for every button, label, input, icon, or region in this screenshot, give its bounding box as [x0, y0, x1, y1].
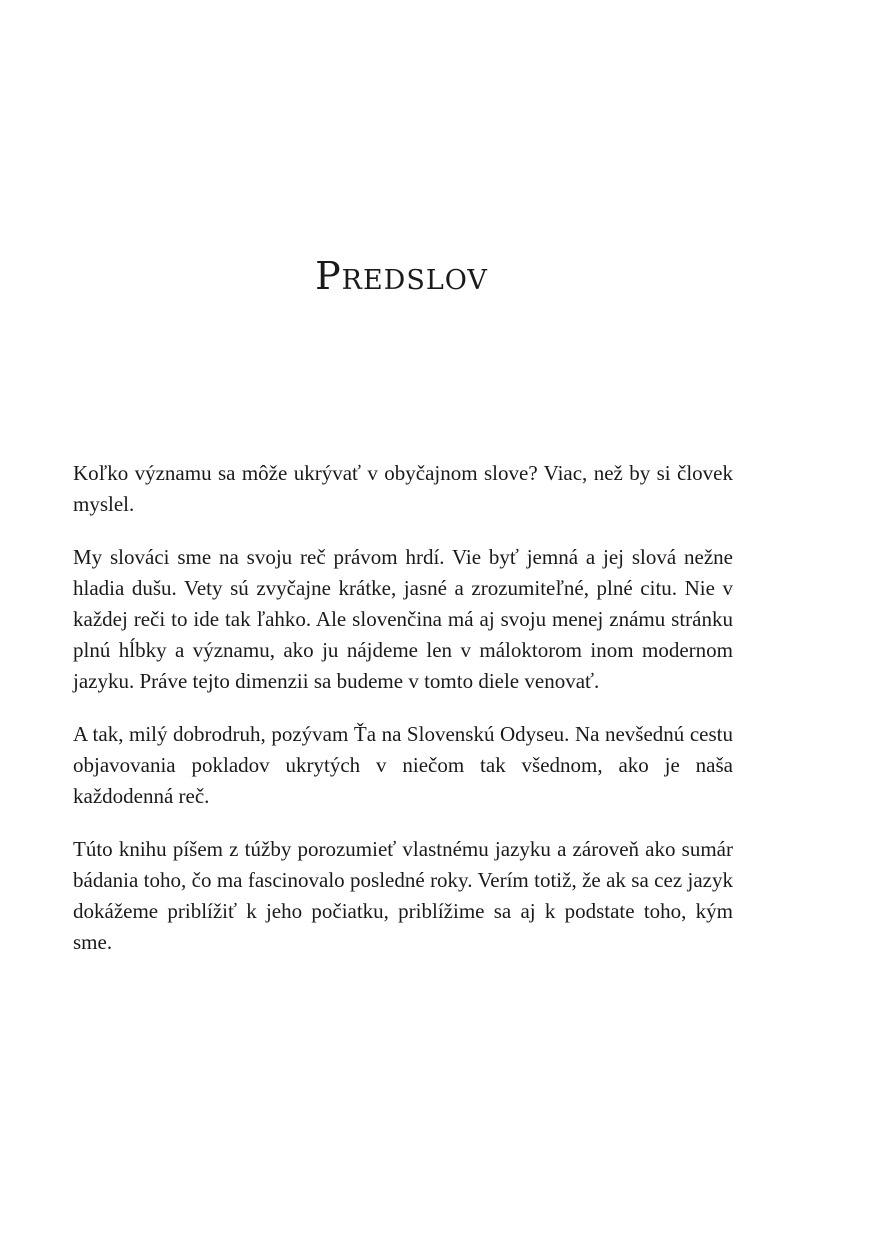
- paragraph-3: A tak, milý dobrodruh, pozývam Ťa na Slovenskú Odyseu. Na nevšednú cestu objavovania pokladov ukrytých v niečom tak všednom, ako je naša každodenná reč.: [73, 722, 733, 808]
- chapter-title: Predslov: [315, 254, 488, 298]
- paragraph-1: Koľko významu sa môže ukrývať v obyčajnom slove? Viac, než by si človek myslel.: [73, 461, 733, 516]
- paragraph-4: Túto knihu píšem z túžby porozumieť vlastnému jazyku a zároveň ako sumár bádania toho, čo ma fascinovalo posledné roky. Verím totiž, že ak sa cez jazyk dokážeme priblížiť k jeho počiatku, priblížime sa aj k podstate toho, kým sme.: [73, 837, 733, 954]
- chapter-body: [73, 458, 733, 980]
- paragraph-2: My slováci sme na svoju reč právom hrdí. Vie byť jemná a jej slová nežne hladia dušu. Vety sú zvyčajne krátke, jasné a zrozumiteľné, plné citu. Nie v každej reči to ide tak ľahko. Ale slovenčina má aj svoju menej známu stránku plnú hĺbky a významu, ako ju nájdeme len v máloktorom inom modernom jazyku. Práve tejto dimenzii sa budeme v tomto diele venovať.: [73, 545, 733, 693]
